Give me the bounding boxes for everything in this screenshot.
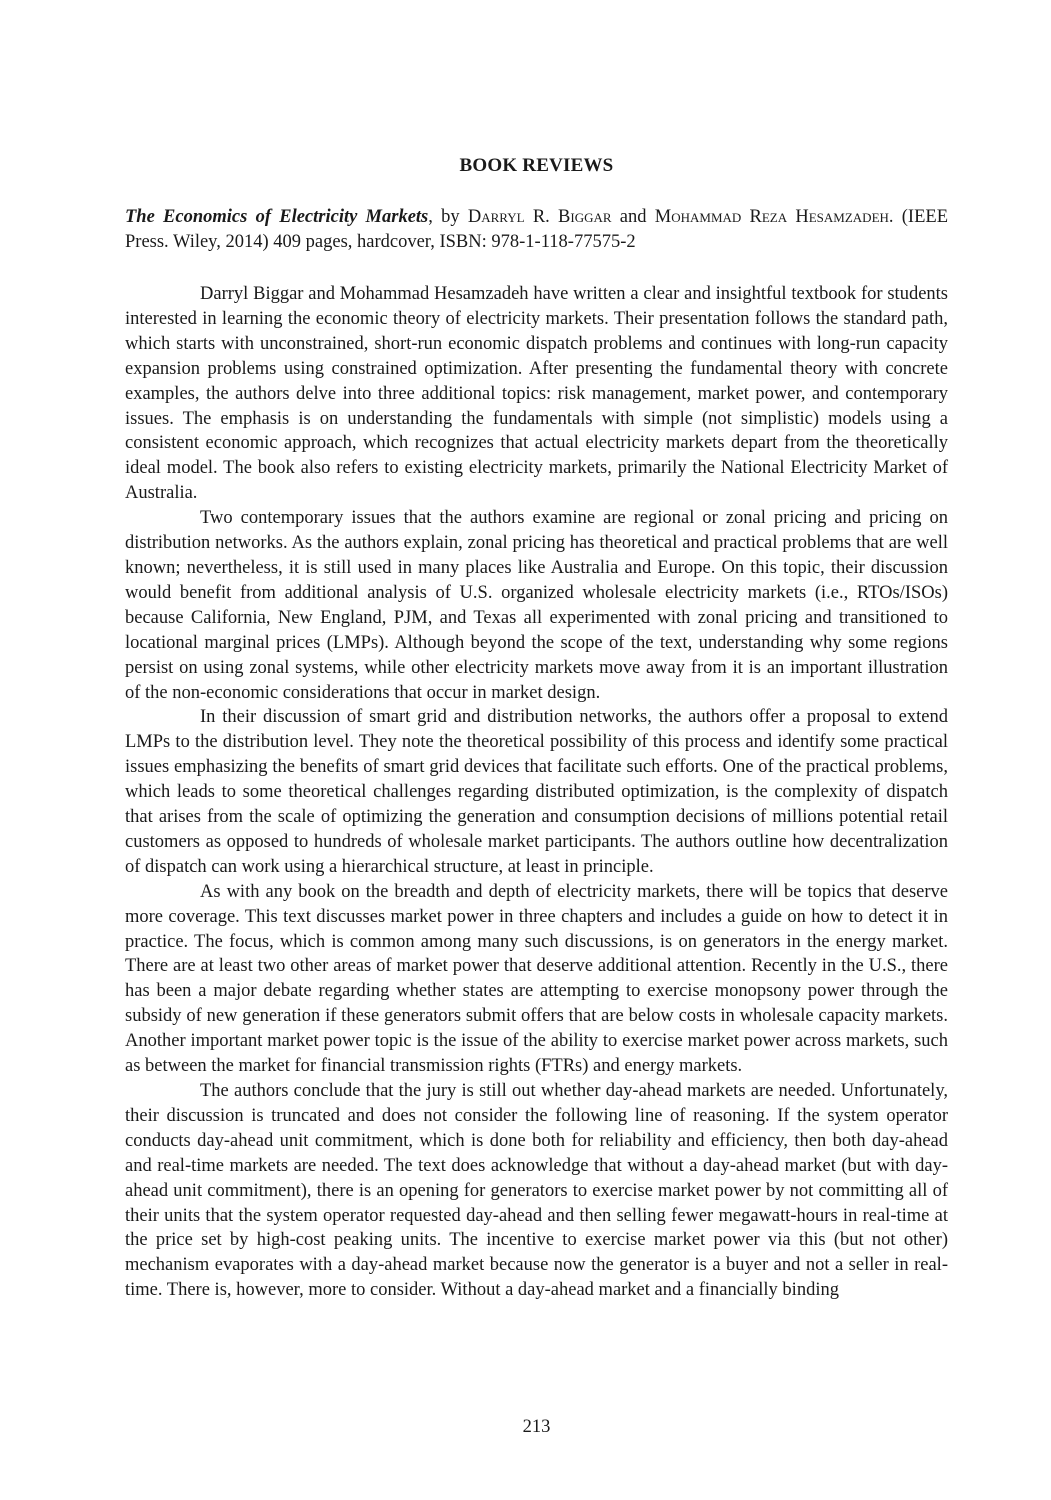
review-paragraph: The authors conclude that the jury is still out whether day-ahead markets are needed. Unfortunately, their discussion is truncated and does not consider the following line of reasoning. If the system operator conducts day-ahead unit commitment, which is done both for reliability and efficiency, then both day-ahead and real-time markets are needed. The text does acknowledge that without a day-ahead market (but with day-ahead unit commitment), there is an opening for generators to exercise market power by not committing all of their units that the system operator requested day-ahead and then selling fewer megawatt-hours in real-time at the price set by high-cost peaking units. The incentive to exercise market power via this (but not other) mechanism evaporates with a day-ahead market because now the generator is a buyer and not a seller in real-time. There is, however, more to consider. Without a day-ahead market and a financially binding bbox=[125, 1081, 948, 1301]
review-paragraph: In their discussion of smart grid and distribution networks, the authors offer a proposal to extend LMPs to the distribution level. They note the theoretical possibility of this process and identify some practical issues emphasizing the benefits of smart grid devices that facilitate such efforts. One of the practical problems, which leads to some theoretical challenges regarding distributed optimization, is the complexity of dispatch that arises from the scale of optimizing the generation and consumption decisions of millions potential retail customers as opposed to hundreds of wholesale market participants. The authors outline how decentralization of dispatch can work using a hierarchical structure, at least in principle. bbox=[125, 707, 948, 877]
publication-info: . (IEEE Press. Wiley, 2014) 409 pages, hardcover, ISBN: 978-1-118-77575-2 bbox=[125, 207, 948, 252]
book-title: The Economics of Electricity Markets bbox=[125, 207, 429, 227]
author-name: Darryl R. Biggar bbox=[467, 207, 612, 227]
review-paragraph: As with any book on the breadth and depth of electricity markets, there will be topics that deserve more coverage. This text discusses market power in three chapters and includes a guide on how to detect it in practice. The focus, which is common among many such discussions, is on generators in the energy market. There are at least two other areas of market power that deserve additional attention. Recently in the U.S., there has been a major debate regarding whether states are attempting to exercise monopsony power through the subsidy of new generation if these generators submit offers that are below costs in wholesale capacity markets. Another important market power topic is the issue of the ability to exercise market power across markets, such as between the market for financial transmission rights (FTRs) and energy markets. bbox=[125, 881, 948, 1077]
book-citation bbox=[125, 205, 948, 255]
citation-and: and bbox=[611, 207, 655, 227]
review-paragraph: Darryl Biggar and Mohammad Hesamzadeh have written a clear and insightful textbook for students interested in learning the economic theory of electricity markets. Their presentation follows the standard path, which starts with unconstrained, short-run economic dispatch problems and continues with long-run capacity expansion problems using constrained optimization. After presenting the fundamental theory with concrete examples, the authors delve into three additional topics: risk management, market power, and contemporary issues. The emphasis is on understanding the fundamentals with simple (not simplistic) models using a consistent economic approach, which recognizes that actual electricity markets depart from the theoretically ideal model. The book also refers to existing electricity markets, primarily the National Electricity Market of Australia. bbox=[125, 284, 948, 504]
review-paragraph: Two contemporary issues that the authors examine are regional or zonal pricing and pricing on distribution networks. As the authors explain, zonal pricing has theoretical and practical problems that are well known; nevertheless, it is still used in many places like Australia and Europe. On this topic, their discussion would benefit from additional analysis of U.S. organized wholesale electricity markets (i.e., RTOs/ISOs) because California, New England, PJM, and Texas all experimented with zonal pricing and transitioned to locational marginal prices (LMPs). Although beyond the scope of the text, understanding why some regions persist on using zonal systems, while other electricity markets move away from it is an important illustration of the non-economic considerations that occur in market design. bbox=[125, 508, 948, 703]
page-number: 213 bbox=[522, 1417, 551, 1437]
author-name: Mohammad Reza Hesamzadeh bbox=[654, 207, 889, 227]
section-heading: BOOK REVIEWS bbox=[459, 155, 614, 176]
journal-page bbox=[125, 0, 948, 1500]
citation-by: , by bbox=[428, 207, 468, 227]
review-body bbox=[125, 282, 948, 1303]
